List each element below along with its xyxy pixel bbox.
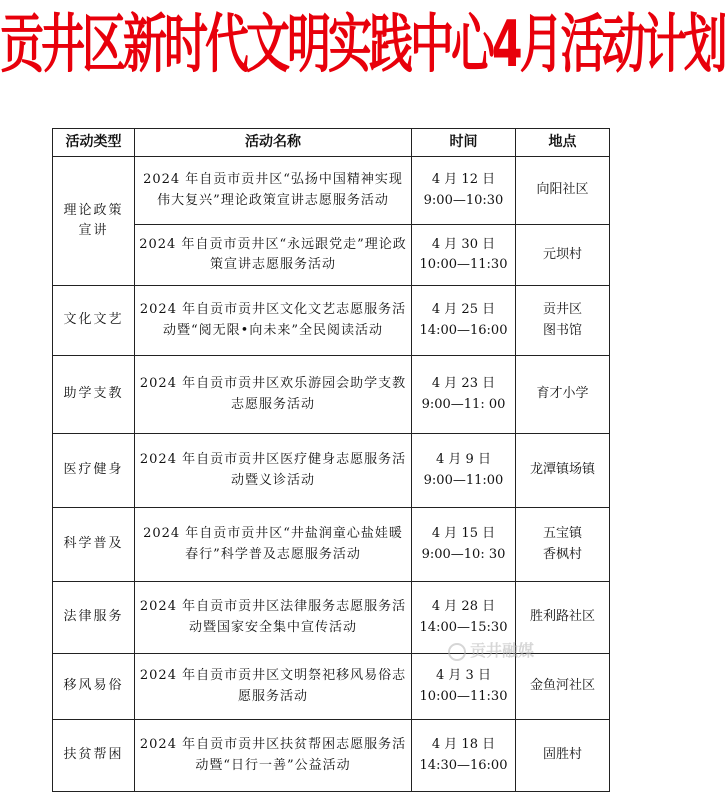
date-text: 4 月 30 日 <box>431 236 496 252</box>
date-text: 4 月 23 日 <box>431 376 496 392</box>
time-text: 9:00—10: 30 <box>421 546 506 562</box>
time-text: 14:00—16:00 <box>419 322 508 338</box>
time-cell <box>412 225 516 286</box>
table-header-row <box>53 129 610 157</box>
table-row <box>53 508 610 582</box>
time-cell <box>412 286 516 356</box>
date-text: 4 月 15 日 <box>431 526 496 542</box>
header-activity-name: 活动名称 <box>135 129 412 157</box>
table-row <box>53 654 610 720</box>
location-cell: 金鱼河社区 <box>516 654 610 720</box>
activity-type-cell: 文化文艺 <box>53 286 135 356</box>
location-cell: 向阳社区 <box>516 157 610 225</box>
time-cell <box>412 157 516 225</box>
activity-name-cell: 2024 年自贡市贡井区“永远跟党走”理论政策宣讲志愿服务活动 <box>135 225 412 286</box>
activity-name-cell: 2024 年自贡市贡井区欢乐游园会助学支教志愿服务活动 <box>135 356 412 434</box>
date-text: 4 月 25 日 <box>431 302 496 318</box>
time-cell <box>412 356 516 434</box>
location-cell: 胜利路社区 <box>516 582 610 654</box>
location-cell: 贡井区图书馆 <box>516 286 610 356</box>
table-row <box>53 720 610 792</box>
header-activity-type: 活动类型 <box>53 129 135 157</box>
location-cell: 育才小学 <box>516 356 610 434</box>
activity-type-cell: 理论政策宣讲 <box>53 157 135 286</box>
page-title: 贡井区新时代文明实践中心4月活动计划 <box>0 8 725 83</box>
date-text: 4 月 9 日 <box>436 452 491 468</box>
location-cell: 五宝镇香枫村 <box>516 508 610 582</box>
activity-name-cell: 2024 年自贡市贡井区文明祭祀移风易俗志愿服务活动 <box>135 654 412 720</box>
date-text: 4 月 3 日 <box>436 668 491 684</box>
date-text: 4 月 12 日 <box>431 172 496 188</box>
time-cell <box>412 508 516 582</box>
time-text: 9:00—11:00 <box>423 472 504 488</box>
watermark-text: 贡井融媒 <box>470 641 535 660</box>
activity-type-cell: 扶贫帮困 <box>53 720 135 792</box>
activity-name-cell: 2024 年自贡市贡井区法律服务志愿服务活动暨国家安全集中宣传活动 <box>135 582 412 654</box>
activity-name-cell: 2024 年自贡市贡井区扶贫帮困志愿服务活动暨“日行一善”公益活动 <box>135 720 412 792</box>
activity-type-cell: 医疗健身 <box>53 434 135 508</box>
location-cell: 元坝村 <box>516 225 610 286</box>
time-cell <box>412 720 516 792</box>
date-text: 4 月 18 日 <box>431 737 496 753</box>
activity-plan-table <box>52 128 610 792</box>
activity-type-cell: 助学支教 <box>53 356 135 434</box>
media-watermark <box>448 638 534 661</box>
activity-name-cell: 2024 年自贡市贡井区“井盐润童心盐娃暖春行”科学普及志愿服务活动 <box>135 508 412 582</box>
activity-type-cell: 科学普及 <box>53 508 135 582</box>
date-text: 4 月 28 日 <box>431 599 496 615</box>
table-row <box>53 356 610 434</box>
activity-name-cell: 2024 年自贡市贡井区“弘扬中国精神实现伟大复兴”理论政策宣讲志愿服务活动 <box>135 157 412 225</box>
time-cell <box>412 434 516 508</box>
time-text: 10:00—11:30 <box>419 257 508 272</box>
activity-type-cell: 移风易俗 <box>53 654 135 720</box>
table-row <box>53 286 610 356</box>
location-cell: 固胜村 <box>516 720 610 792</box>
watermark-logo-icon <box>448 643 466 661</box>
table-row <box>53 157 610 225</box>
activity-name-cell: 2024 年自贡市贡井区文化文艺志愿服务活动暨“阅无限•向未来”全民阅读活动 <box>135 286 412 356</box>
header-location: 地点 <box>516 129 610 157</box>
location-cell: 龙潭镇场镇 <box>516 434 610 508</box>
table-row <box>53 225 610 286</box>
activity-type-cell: 法律服务 <box>53 582 135 654</box>
time-text: 14:00—15:30 <box>419 619 508 635</box>
time-text: 14:30—16:00 <box>419 757 508 773</box>
time-cell <box>412 654 516 720</box>
header-time: 时间 <box>412 129 516 157</box>
time-text: 9:00—10:30 <box>423 192 504 208</box>
time-text: 9:00—11: 00 <box>421 396 506 412</box>
time-text: 10:00—11:30 <box>419 688 508 704</box>
activity-name-cell: 2024 年自贡市贡井区医疗健身志愿服务活动暨义诊活动 <box>135 434 412 508</box>
table-row <box>53 434 610 508</box>
